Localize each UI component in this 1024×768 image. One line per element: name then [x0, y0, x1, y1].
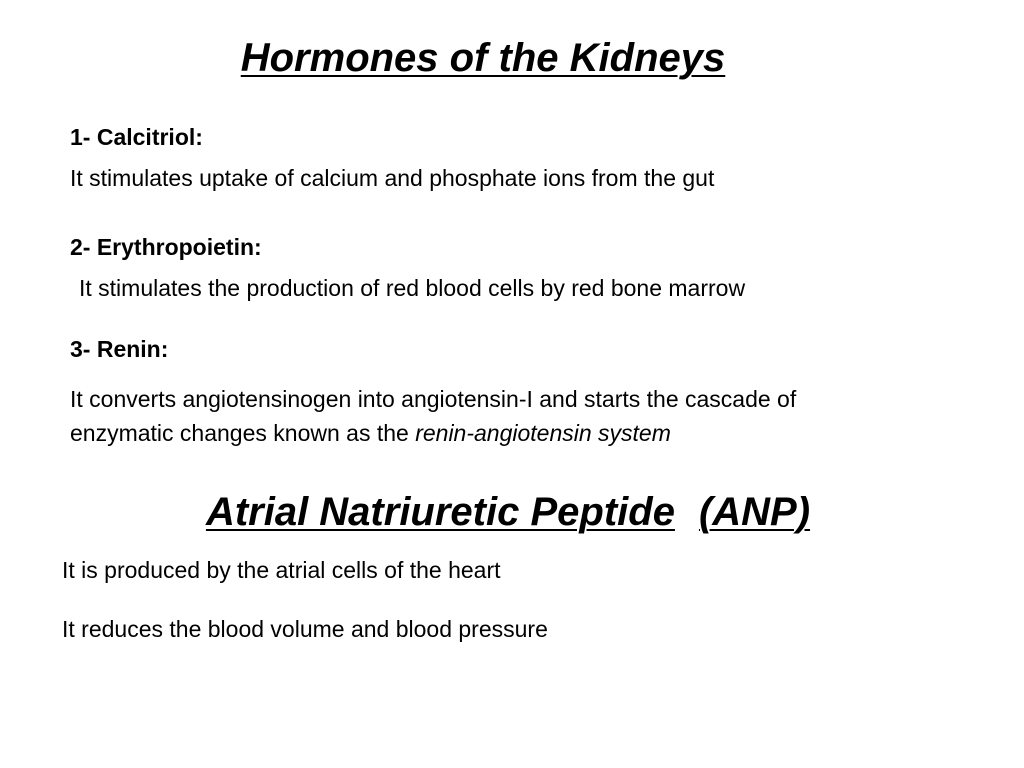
slide-title: Hormones of the Kidneys [240, 36, 726, 80]
renin-description-line2 [70, 417, 671, 449]
renin-description-line1: It converts angiotensinogen into angiotensin-I and starts the cascade of [70, 386, 797, 412]
erythropoietin-heading: 2- Erythropoietin: [70, 234, 262, 260]
anp-title-name: Atrial Natriuretic Peptide [205, 490, 675, 534]
calcitriol-description: It stimulates uptake of calcium and phosphate ions from the gut [70, 165, 715, 191]
anp-title-abbrev: (ANP) [698, 490, 811, 534]
erythropoietin-description: It stimulates the production of red blood cells by red bone marrow [79, 275, 746, 301]
anp-point-reduces: It reduces the blood volume and blood pressure [62, 616, 548, 642]
anp-title [0, 488, 1016, 536]
renin-heading: 3- Renin: [70, 336, 169, 362]
anp-point-produced: It is produced by the atrial cells of the heart [62, 557, 501, 583]
calcitriol-heading: 1- Calcitriol: [70, 124, 203, 150]
renin-description-prefix: enzymatic changes known as the [70, 420, 416, 446]
renin-angiotensin-system-term: renin-angiotensin system [415, 420, 671, 446]
